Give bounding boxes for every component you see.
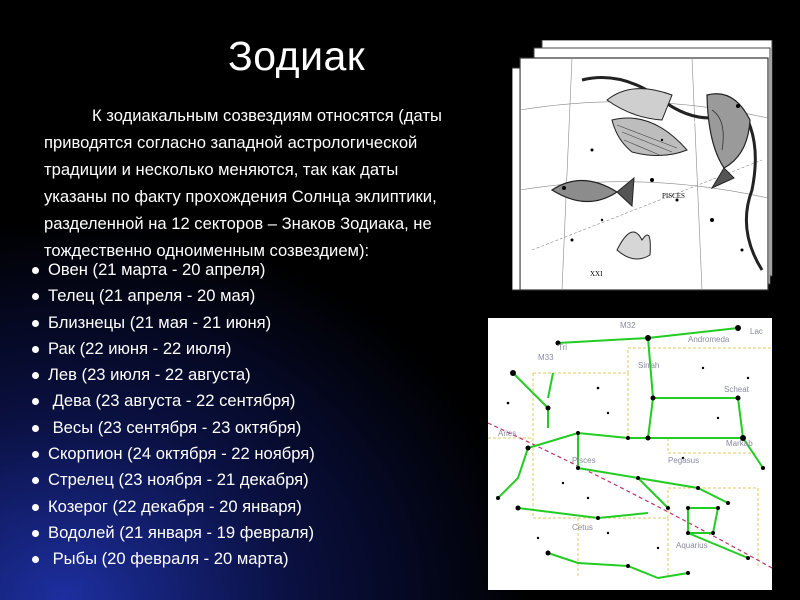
map-label: Cetus (572, 523, 593, 532)
list-item (30, 467, 315, 493)
list-item-label: Рак (22 июня - 22 июля) (48, 338, 232, 358)
list-item (30, 441, 315, 467)
map-label: Aries (498, 429, 517, 438)
bullet-icon (32, 346, 39, 353)
list-item (30, 310, 315, 336)
bullet-icon (32, 556, 39, 563)
list-item-label: Близнецы (21 мая - 21 июня) (48, 312, 272, 332)
list-item-label: Стрелец (23 ноября - 21 декабря) (48, 470, 309, 490)
bullet-icon (32, 372, 39, 379)
list-item-label: Весы (23 сентября - 23 октября) (48, 417, 302, 437)
map-label: M33 (538, 353, 554, 362)
list-item (30, 336, 315, 362)
paragraph-line: разделенной на 12 секторов – Знаков Зодиака, не (44, 214, 432, 233)
list-item (30, 362, 315, 388)
list-item (30, 388, 315, 414)
paragraph-line: К зодиакальным созвездиям относятся (даты (92, 106, 442, 125)
map-label: Pisces (572, 456, 596, 465)
card-edge (512, 68, 520, 290)
map-label: Tri (558, 343, 568, 352)
paragraph-line: традиции и несколько меняются, так как даты (44, 160, 399, 179)
bullet-icon (32, 451, 39, 458)
list-item (30, 520, 315, 546)
list-item (30, 494, 315, 520)
pisces-label: PISCES (662, 192, 685, 200)
pisces-illustration (512, 40, 780, 292)
map-label: Markab (726, 439, 753, 448)
list-item-label: Овен (21 марта - 20 апреля) (48, 260, 266, 279)
intro-paragraph (44, 102, 484, 264)
list-item (30, 415, 315, 441)
paragraph-line: указаны по факту прохождения Солнца эклиптики, (44, 187, 437, 206)
list-item (30, 257, 315, 283)
list-item-label: Скорпион (24 октября - 22 ноября) (48, 444, 315, 464)
map-label: Scheat (724, 385, 749, 394)
list-item-label: Рыбы (20 февраля - 20 марта) (48, 549, 289, 569)
list-item-label: Козерог (22 декабря - 20 января) (48, 496, 302, 516)
map-label: Lac (750, 327, 763, 336)
map-label: Sirrah (638, 361, 660, 370)
map-label: Aquarius (676, 541, 708, 550)
map-label: Pegasus (668, 456, 700, 465)
slide-title: Зодиак (228, 33, 366, 79)
bullet-icon (32, 293, 39, 300)
bullet-icon (32, 477, 39, 484)
bullet-icon (32, 530, 39, 537)
zodiac-list (30, 257, 315, 573)
list-item-label: Водолей (21 января - 19 февраля) (48, 522, 315, 542)
list-item-label: Дева (23 августа - 22 сентября) (48, 391, 296, 411)
list-item (30, 283, 315, 309)
list-item-label: Лев (23 июля - 22 августа) (48, 365, 251, 385)
list-item-label: Телец (21 апреля - 20 мая) (48, 286, 256, 306)
map-label: Andromeda (688, 335, 730, 344)
bullet-icon (32, 398, 39, 405)
bullet-icon (32, 425, 39, 432)
paragraph-line: приводятся согласно западной астрологической (44, 133, 418, 152)
map-label: M32 (620, 321, 636, 330)
plate-number: XXI (590, 270, 603, 278)
paragraph-line: тождественно одноименным созвездием): (44, 241, 370, 260)
bullet-icon (32, 320, 39, 327)
sky-map (488, 318, 772, 590)
bullet-icon (32, 504, 39, 511)
list-item (30, 546, 315, 572)
bullet-icon (32, 267, 39, 274)
